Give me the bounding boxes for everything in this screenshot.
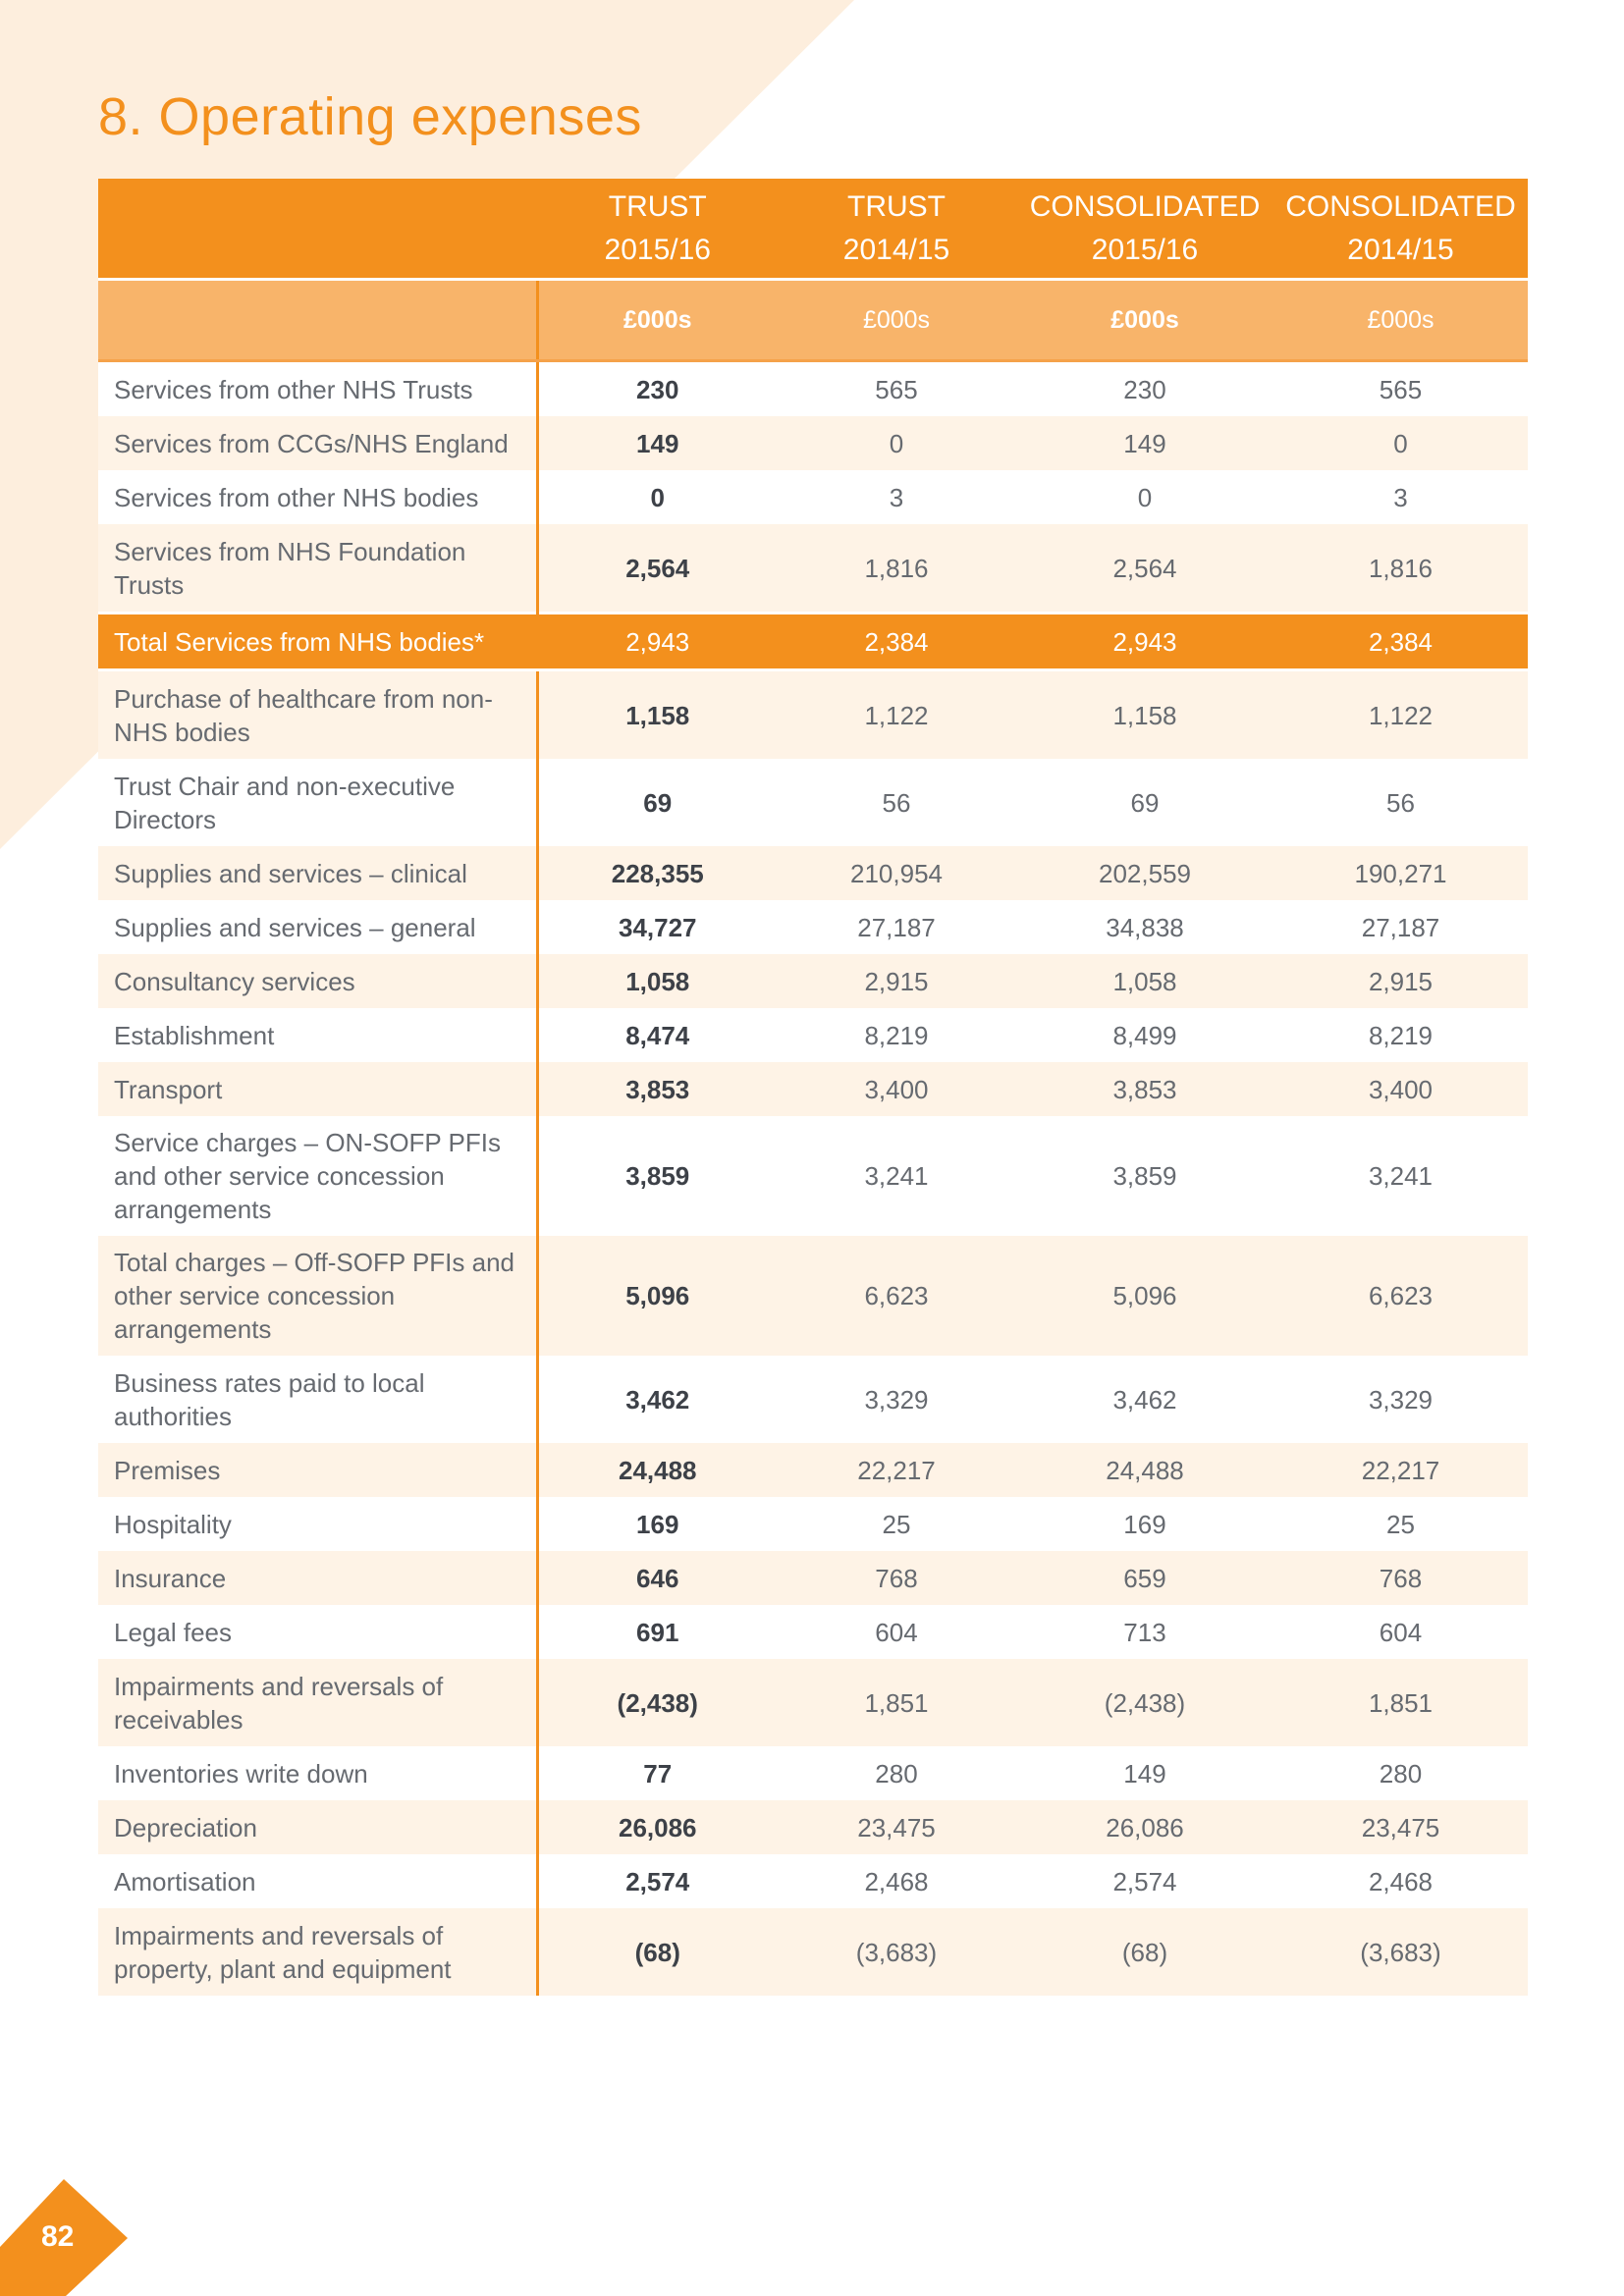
column-header-trust-2015-16 — [537, 179, 777, 280]
row-label: Depreciation — [98, 1800, 537, 1854]
value-cell: 56 — [777, 759, 1016, 846]
column-header-line2: 2014/15 — [1347, 233, 1454, 266]
value-cell: 3,329 — [777, 1356, 1016, 1443]
value-cell: 230 — [537, 361, 777, 417]
table-row — [98, 1551, 1528, 1605]
value-cell: 34,838 — [1016, 900, 1273, 954]
value-cell: 1,816 — [1273, 524, 1528, 614]
row-label: Consultancy services — [98, 954, 537, 1008]
value-cell: 604 — [1273, 1605, 1528, 1659]
value-cell: (68) — [537, 1908, 777, 1996]
value-cell: (68) — [1016, 1908, 1273, 1996]
value-cell: 149 — [537, 416, 777, 470]
value-cell: 228,355 — [537, 846, 777, 900]
table-row — [98, 1854, 1528, 1908]
table-row — [98, 1008, 1528, 1062]
table-row — [98, 1116, 1528, 1236]
page-title: 8. Operating expenses — [98, 87, 642, 146]
row-label: Service charges – ON-SOFP PFIs and other service concession arrangements — [98, 1116, 537, 1236]
value-cell: 565 — [777, 361, 1016, 417]
table-row — [98, 900, 1528, 954]
row-label: Trust Chair and non-executive Directors — [98, 759, 537, 846]
value-cell: 23,475 — [1273, 1800, 1528, 1854]
value-cell: 230 — [1016, 361, 1273, 417]
column-header-line1: CONSOLIDATED — [1029, 189, 1261, 223]
row-label: Services from other NHS Trusts — [98, 361, 537, 417]
value-cell: 26,086 — [537, 1800, 777, 1854]
column-header-trust-2014-15 — [777, 179, 1016, 280]
column-header-line2: 2015/16 — [1091, 233, 1199, 266]
value-cell: 0 — [777, 416, 1016, 470]
value-cell: 25 — [1273, 1497, 1528, 1551]
value-cell: 0 — [1016, 470, 1273, 524]
row-label: Total charges – Off-SOFP PFIs and other service concession arrangements — [98, 1236, 537, 1356]
value-cell: 56 — [1273, 759, 1528, 846]
row-label: Legal fees — [98, 1605, 537, 1659]
table-row — [98, 670, 1528, 760]
table-row — [98, 416, 1528, 470]
value-cell: 27,187 — [1273, 900, 1528, 954]
value-cell: 659 — [1016, 1551, 1273, 1605]
table-row — [98, 1356, 1528, 1443]
value-cell: 3,241 — [1273, 1116, 1528, 1236]
unit-blank-cell — [98, 280, 537, 361]
value-cell: 69 — [537, 759, 777, 846]
value-cell: 69 — [1016, 759, 1273, 846]
value-cell: 3,329 — [1273, 1356, 1528, 1443]
value-cell: (2,438) — [537, 1659, 777, 1746]
table-row — [98, 954, 1528, 1008]
row-label: Purchase of healthcare from non-NHS bodies — [98, 670, 537, 760]
value-cell: 23,475 — [777, 1800, 1016, 1854]
value-cell: 646 — [537, 1551, 777, 1605]
table-header-row — [98, 179, 1528, 280]
value-cell: 768 — [777, 1551, 1016, 1605]
value-cell: 24,488 — [537, 1443, 777, 1497]
table-row — [98, 470, 1528, 524]
value-cell: 2,574 — [1016, 1854, 1273, 1908]
unit-cell: £000s — [1273, 280, 1528, 361]
table-row — [98, 1746, 1528, 1800]
value-cell: 1,058 — [537, 954, 777, 1008]
value-cell: 2,915 — [1273, 954, 1528, 1008]
value-cell: 3,462 — [537, 1356, 777, 1443]
value-cell: 1,816 — [777, 524, 1016, 614]
value-cell: 2,564 — [537, 524, 777, 614]
value-cell: 149 — [1016, 1746, 1273, 1800]
table-row — [98, 1497, 1528, 1551]
row-label: Services from CCGs/NHS England — [98, 416, 537, 470]
total-row — [98, 614, 1528, 670]
value-cell: 280 — [1273, 1746, 1528, 1800]
operating-expenses-table — [98, 179, 1528, 1996]
table-row — [98, 1659, 1528, 1746]
value-cell: 2,574 — [537, 1854, 777, 1908]
row-label: Total Services from NHS bodies* — [98, 614, 537, 670]
value-cell: 3,241 — [777, 1116, 1016, 1236]
row-label: Inventories write down — [98, 1746, 537, 1800]
row-label: Supplies and services – clinical — [98, 846, 537, 900]
value-cell: 1,122 — [1273, 670, 1528, 760]
value-cell: 2,468 — [1273, 1854, 1528, 1908]
value-cell: 22,217 — [777, 1443, 1016, 1497]
table-row — [98, 1605, 1528, 1659]
value-cell: 3,859 — [537, 1116, 777, 1236]
value-cell: 34,727 — [537, 900, 777, 954]
value-cell: 3,400 — [1273, 1062, 1528, 1116]
value-cell: 5,096 — [537, 1236, 777, 1356]
value-cell: (3,683) — [1273, 1908, 1528, 1996]
value-cell: 190,271 — [1273, 846, 1528, 900]
table-row — [98, 1443, 1528, 1497]
value-cell: 768 — [1273, 1551, 1528, 1605]
value-cell: 22,217 — [1273, 1443, 1528, 1497]
value-cell: 5,096 — [1016, 1236, 1273, 1356]
value-cell: 169 — [1016, 1497, 1273, 1551]
value-cell: 2,943 — [1016, 614, 1273, 670]
row-label: Amortisation — [98, 1854, 537, 1908]
row-label: Services from NHS Foundation Trusts — [98, 524, 537, 614]
value-cell: 3 — [1273, 470, 1528, 524]
value-cell: 8,499 — [1016, 1008, 1273, 1062]
value-cell: 2,384 — [1273, 614, 1528, 670]
value-cell: 202,559 — [1016, 846, 1273, 900]
value-cell: 2,915 — [777, 954, 1016, 1008]
table-row — [98, 1908, 1528, 1996]
table-row — [98, 759, 1528, 846]
value-cell: 26,086 — [1016, 1800, 1273, 1854]
value-cell: 8,219 — [1273, 1008, 1528, 1062]
value-cell: 8,219 — [777, 1008, 1016, 1062]
value-cell: 2,468 — [777, 1854, 1016, 1908]
value-cell: 210,954 — [777, 846, 1016, 900]
row-label: Services from other NHS bodies — [98, 470, 537, 524]
value-cell: 1,851 — [777, 1659, 1016, 1746]
value-cell: 2,943 — [537, 614, 777, 670]
unit-cell: £000s — [537, 280, 777, 361]
value-cell: 6,623 — [777, 1236, 1016, 1356]
table-row — [98, 524, 1528, 614]
header-blank-cell — [98, 179, 537, 280]
row-label: Impairments and reversals of receivables — [98, 1659, 537, 1746]
value-cell: 169 — [537, 1497, 777, 1551]
table-row — [98, 1062, 1528, 1116]
value-cell: (2,438) — [1016, 1659, 1273, 1746]
table-unit-row — [98, 280, 1528, 361]
value-cell: 3,859 — [1016, 1116, 1273, 1236]
value-cell: 565 — [1273, 361, 1528, 417]
column-header-line2: 2014/15 — [842, 233, 950, 266]
row-label: Establishment — [98, 1008, 537, 1062]
value-cell: 1,122 — [777, 670, 1016, 760]
value-cell: 280 — [777, 1746, 1016, 1800]
value-cell: 691 — [537, 1605, 777, 1659]
value-cell: 1,058 — [1016, 954, 1273, 1008]
value-cell: 3,462 — [1016, 1356, 1273, 1443]
value-cell: 3,400 — [777, 1062, 1016, 1116]
table-row — [98, 361, 1528, 417]
value-cell: 2,564 — [1016, 524, 1273, 614]
value-cell: 3 — [777, 470, 1016, 524]
table-row — [98, 1800, 1528, 1854]
row-label: Hospitality — [98, 1497, 537, 1551]
value-cell: 3,853 — [537, 1062, 777, 1116]
value-cell: 1,158 — [537, 670, 777, 760]
column-header-line1: TRUST — [608, 189, 707, 223]
value-cell: 27,187 — [777, 900, 1016, 954]
unit-cell: £000s — [1016, 280, 1273, 361]
value-cell: 8,474 — [537, 1008, 777, 1062]
value-cell: 1,158 — [1016, 670, 1273, 760]
value-cell: 77 — [537, 1746, 777, 1800]
value-cell: 149 — [1016, 416, 1273, 470]
value-cell: 0 — [537, 470, 777, 524]
column-header-line2: 2015/16 — [604, 233, 711, 266]
column-header-line1: TRUST — [847, 189, 946, 223]
value-cell: 0 — [1273, 416, 1528, 470]
column-header-consolidated-2014-15 — [1273, 179, 1528, 280]
row-label: Transport — [98, 1062, 537, 1116]
column-header-line1: CONSOLIDATED — [1285, 189, 1516, 223]
value-cell: 604 — [777, 1605, 1016, 1659]
value-cell: 2,384 — [777, 614, 1016, 670]
table-row — [98, 846, 1528, 900]
row-label: Premises — [98, 1443, 537, 1497]
row-label: Insurance — [98, 1551, 537, 1605]
value-cell: 3,853 — [1016, 1062, 1273, 1116]
value-cell: 25 — [777, 1497, 1016, 1551]
row-label: Business rates paid to local authorities — [98, 1356, 537, 1443]
row-label: Supplies and services – general — [98, 900, 537, 954]
value-cell: 713 — [1016, 1605, 1273, 1659]
page-number: 82 — [41, 2220, 75, 2253]
value-cell: (3,683) — [777, 1908, 1016, 1996]
value-cell: 1,851 — [1273, 1659, 1528, 1746]
table-row — [98, 1236, 1528, 1356]
value-cell: 24,488 — [1016, 1443, 1273, 1497]
value-cell: 6,623 — [1273, 1236, 1528, 1356]
unit-cell: £000s — [777, 280, 1016, 361]
column-header-consolidated-2015-16 — [1016, 179, 1273, 280]
row-label: Impairments and reversals of property, plant and equipment — [98, 1908, 537, 1996]
